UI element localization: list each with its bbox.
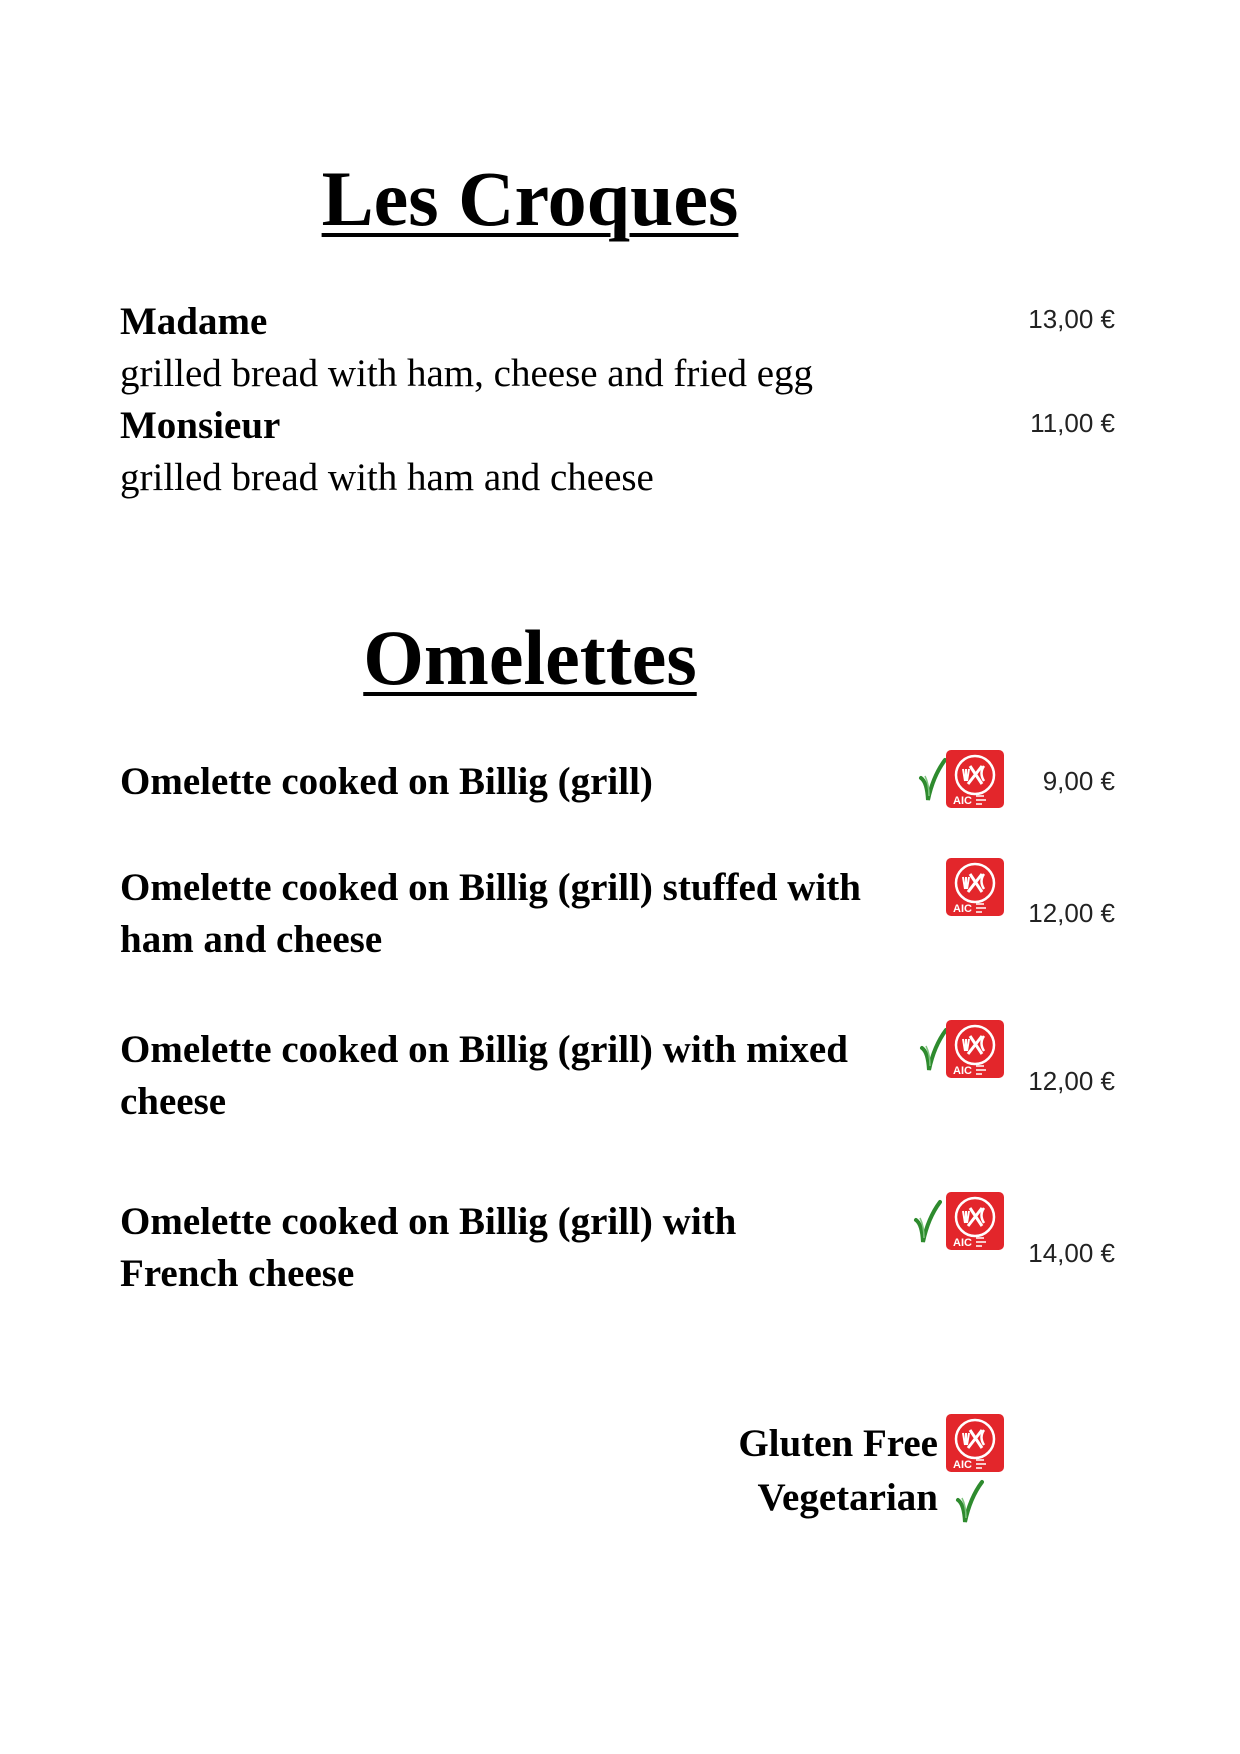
menu-item-name: Omelette cooked on Billig (grill): [120, 760, 653, 803]
vegetarian-check-icon: [954, 1478, 984, 1524]
menu-item-name: Madame: [120, 300, 268, 343]
aic-gluten-free-icon: [946, 1192, 1004, 1250]
legend-vegetarian-label: Vegetarian: [757, 1476, 938, 1519]
menu-item-description: grilled bread with ham, cheese and fried egg: [120, 352, 814, 395]
menu-item-name: French cheese: [120, 1252, 355, 1295]
section-title-croques: Les Croques: [321, 155, 739, 242]
menu-item-price: 12,00 €: [1028, 1066, 1115, 1096]
menu-item-name: Omelette cooked on Billig (grill) with: [120, 1200, 737, 1243]
aic-gluten-free-icon: [946, 858, 1004, 916]
menu-item-name: ham and cheese: [120, 918, 383, 961]
vegetarian-check-icon: [917, 756, 947, 802]
menu-item-name: Monsieur: [120, 404, 281, 447]
menu-item-name: Omelette cooked on Billig (grill) stuffed with: [120, 866, 861, 909]
section-title-omelettes: Omelettes: [363, 614, 697, 701]
legend-gluten-free-label: Gluten Free: [738, 1422, 938, 1465]
menu-item-name: cheese: [120, 1080, 227, 1123]
aic-gluten-free-icon: [946, 1020, 1004, 1078]
vegetarian-check-icon: [912, 1198, 942, 1244]
menu-item-description: grilled bread with ham and cheese: [120, 456, 654, 499]
aic-gluten-free-icon: [946, 750, 1004, 808]
aic-gluten-free-icon: [946, 1414, 1004, 1472]
vegetarian-check-icon: [918, 1026, 948, 1072]
menu-item-price: 12,00 €: [1028, 898, 1115, 928]
menu-item-price: 9,00 €: [1042, 766, 1115, 796]
menu-item-price: 14,00 €: [1028, 1238, 1115, 1268]
menu-item-price: 13,00 €: [1028, 304, 1115, 334]
menu-item-name: Omelette cooked on Billig (grill) with mixed: [120, 1028, 848, 1071]
menu-item-price: 11,00 €: [1030, 408, 1115, 438]
